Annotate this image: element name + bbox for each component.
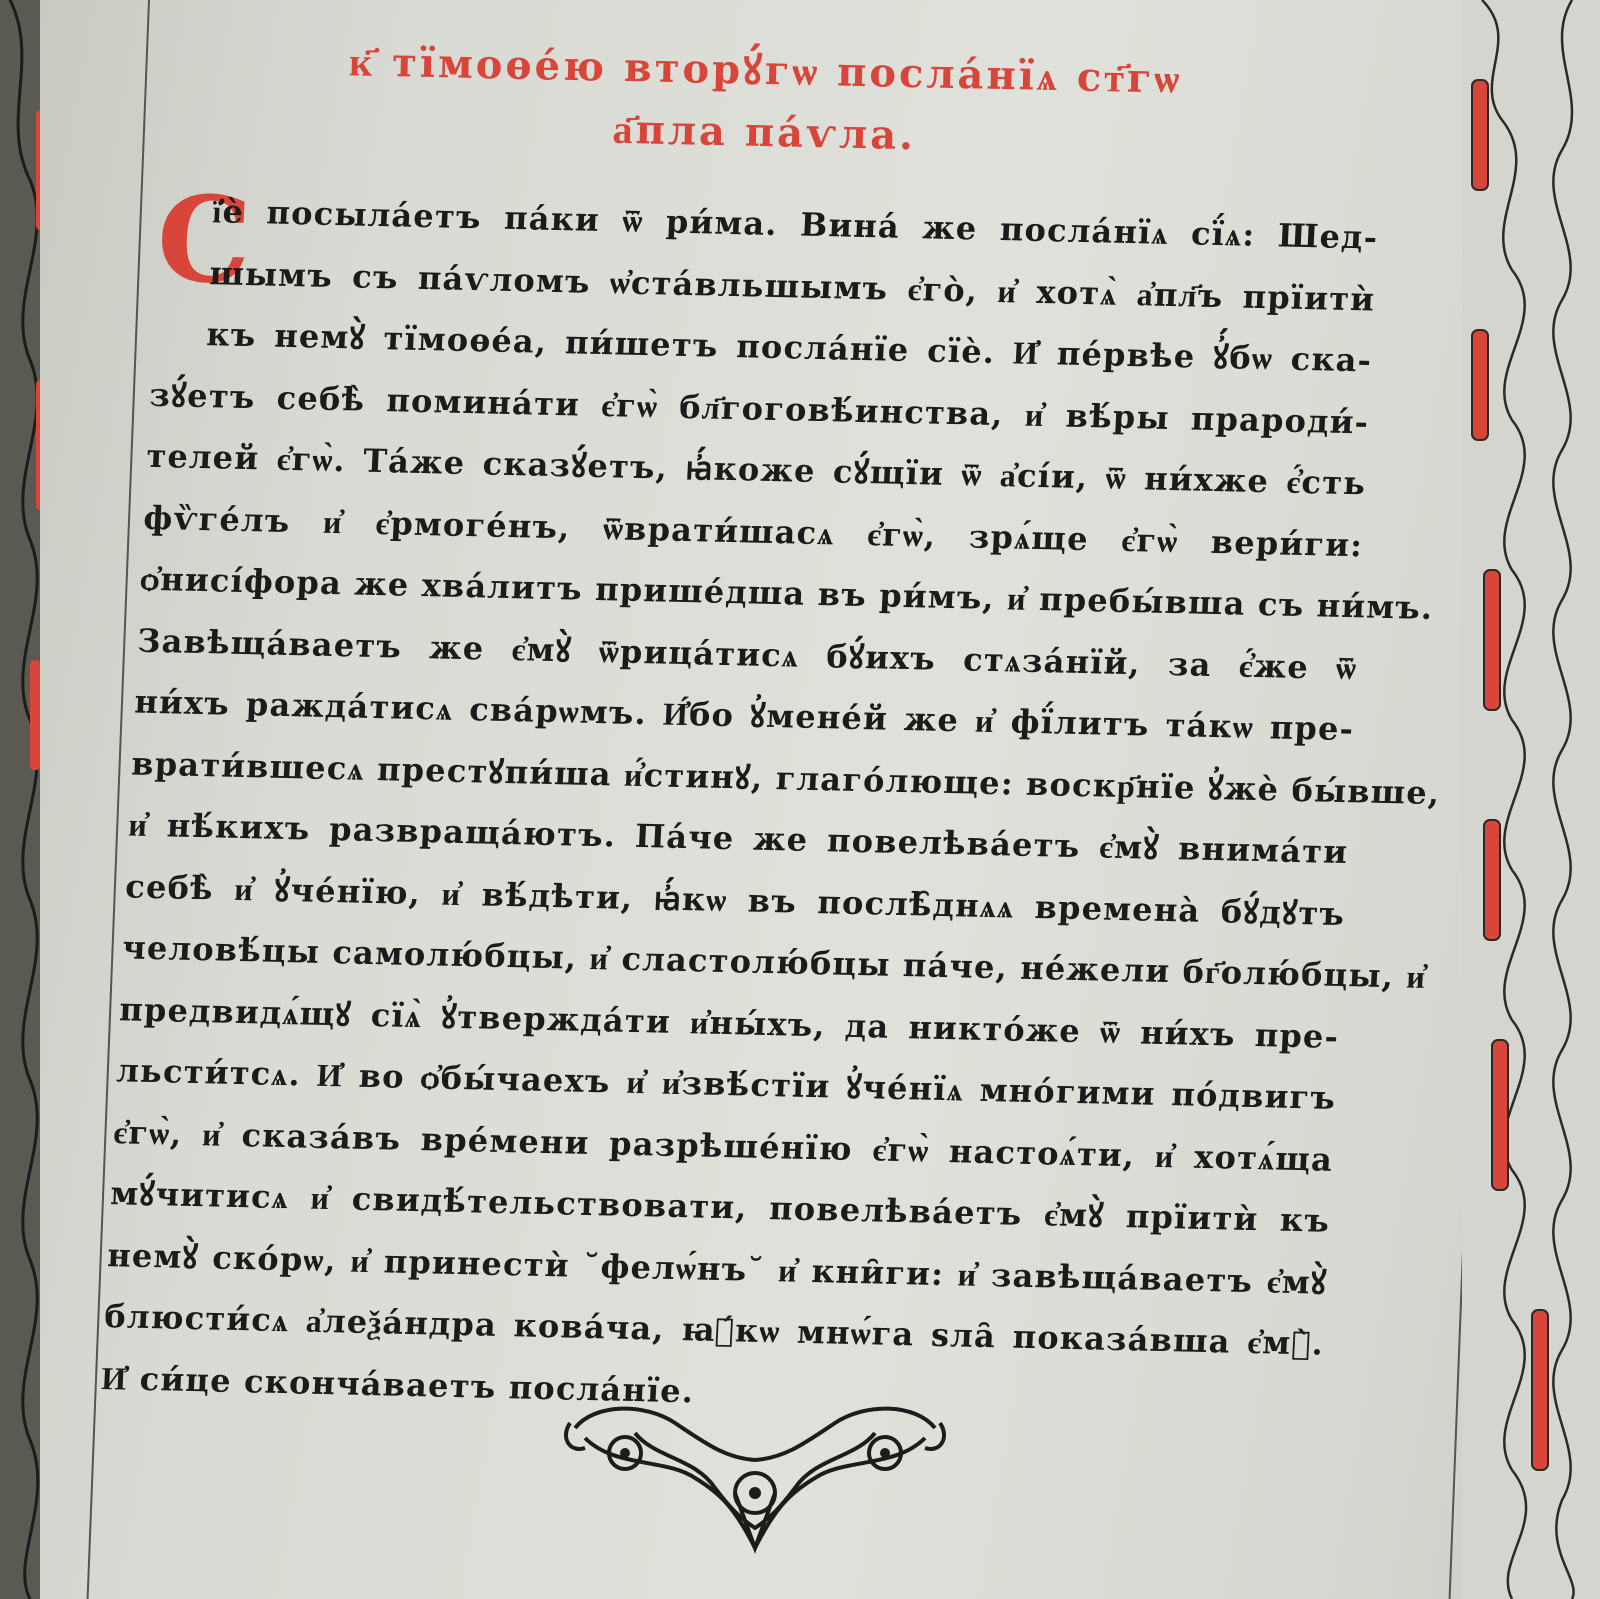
text-line: льсти́тсѧ. И҆ во ѻ҆бы́чаехъ и҆ и҆звѣ́стїи ꙋ҆че́нїѧ мно́гими по́двигъ <box>115 1051 1338 1117</box>
text-line: є҆гѡ̀, и҆ сказа́въ вре́мени разрѣше́нїю є҆гѡ̀ настоѧ́ти, и҆ хотѧ́ща <box>112 1112 1335 1179</box>
title-line-1: к҃ тїмоѳе́ю вторꙋ́гѡ посла́нїѧ ст҃гѡ <box>348 38 1183 103</box>
text-line: себѣ̀ и҆ ꙋ҆че́нїю, и҆ вѣ́дѣти, ꙗ҆́кѡ въ послѣ̑днѧѧ времена̀ бꙋ́дꙋтъ <box>124 866 1347 933</box>
chapter-title <box>199 28 1331 176</box>
text-line: фѷге́лъ и҆ є҆рмоге́нъ, ѿврати́шасѧ є҆гѡ̀, зрѧ́ще є҆гѡ̀ вери́ги: <box>142 498 1365 564</box>
body-text <box>100 169 1442 1437</box>
text-line: немꙋ̀ ско́рѡ, и҆ принестѝ ˘фелѡ́нъ˘ и҆ кни̑ги: и҆ завѣща́ваетъ є҆мꙋ̀ <box>106 1235 1329 1302</box>
text-line: ї҆ѐ посыла́етъ па́ки ѿ ри́ма. Вина́ же посла́нїѧ сї́ѧ: Шед- <box>211 192 1380 257</box>
text-line: и҆ нѣ́кихъ развраща́ютъ. Па́че же повелѣва́етъ є҆мꙋ̀ внима́ти <box>127 805 1350 872</box>
right-ornamental-border <box>1462 0 1600 1599</box>
text-line: блюсти́сѧ а҆леѯа́ндра кова́ча, ꙗ҆́кѡ мнѡ́га ѕла̑ показа́вша є҆мꙋ̀. <box>103 1297 1326 1363</box>
tailpiece-ornament-icon <box>555 1398 955 1560</box>
text-line: предвидѧ́щꙋ сїѧ̀ ꙋ҆твержда́ти и҆ны́хъ, да никто́же ѿ ни́хъ пре- <box>118 989 1341 1056</box>
text-line: телей є҆гѡ̀. Та́же сказꙋ́етъ, ꙗ҆́коже сꙋ́щїи ѿ а҆сі́и, ѿ ни́хже є҆́сть <box>145 436 1368 503</box>
drop-cap: С <box>153 169 256 311</box>
text-line: зꙋ́етъ себѣ̀ помина́ти є҆гѡ̀ бл҃гоговѣ́инства, и҆ вѣ́ры прароди́- <box>148 375 1371 441</box>
text-line: врати́вшесѧ престꙋпи́ша и҆́стинꙋ, глаго́люще: воскр҃нїе ꙋ҆жѐ бы́вше, <box>130 744 1442 812</box>
text-line: шымъ съ па́ѵломъ ѡ҆ста́вльшымъ є҆го̀, и҆ хотѧ̀ а҆пл҃ъ прїитѝ <box>208 253 1377 319</box>
text-line: ѻ҆нисі́фора же хва́литъ прише́дша въ ри́мъ, и҆ пребы́вша съ ни́мъ. <box>139 559 1435 627</box>
text-line: мꙋ́читисѧ и҆ свидѣ́тельствовати, повелѣва́етъ є҆мꙋ̀ прїитѝ къ <box>109 1174 1332 1240</box>
text-line: человѣ́цы самолю́бцы, и҆ сластолю́бцы па́че, не́жели бг҃олю́бцы, и҆ <box>121 928 1428 996</box>
text-line: ни́хъ ражда́тисѧ сва́рѡмъ. И҆́бо ꙋ҆мене́й же и҆ фї́литъ та́кѡ пре- <box>133 682 1356 749</box>
title-line-2: а҃пла па́ѵла. <box>612 105 917 160</box>
text-line: Завѣща́ваетъ же є҆мꙋ̀ ѿрица́тисѧ бꙋ́ихъ стѧза́нїй, за є҆́же ѿ <box>136 621 1359 687</box>
text-line: къ немꙋ̀ тїмоѳе́а, пи́шетъ посла́нїе сїѐ. И҆ пе́рвѣе ꙋ҆́бѡ ска- <box>205 315 1374 380</box>
text-line: И҆ си́це сконча́ваетъ посла́нїе. <box>100 1358 696 1410</box>
